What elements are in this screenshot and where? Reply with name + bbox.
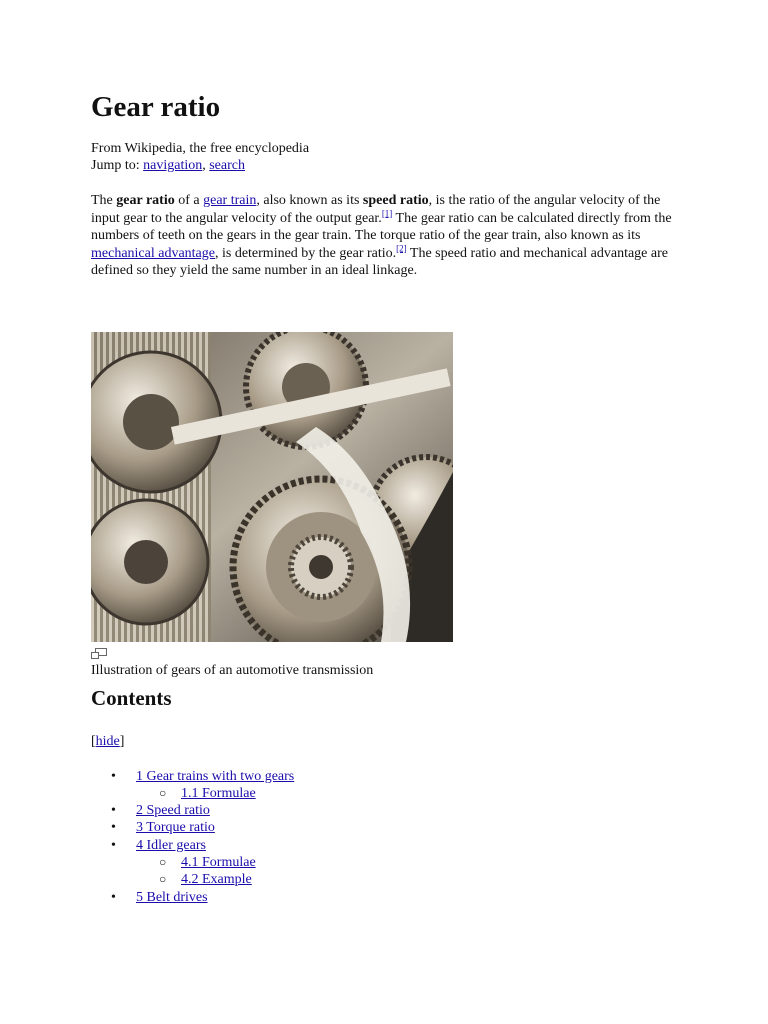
toc-subitem — [136, 785, 681, 802]
toc-link-belt-drives[interactable]: 5 Belt drives — [136, 889, 208, 905]
toc-link-speed-ratio[interactable]: 2 Speed ratio — [136, 803, 210, 819]
gear-train-link[interactable]: gear train — [203, 193, 257, 208]
figure-caption: Illustration of gears of an automotive transmission — [91, 662, 374, 678]
jump-to: Jump to: navigation, search — [91, 158, 245, 173]
article — [91, 90, 681, 906]
intro-paragraph: The gear ratio of a gear train, also known as its speed ratio, is the ratio of the angular velocity of the input gear to the angular velocity of the output gear.[1] The gear ratio can be calculated directly from the numbers of teeth on the gears in the gear train. The torque ratio of the gear train, also known as its mechanical advantage, is determined by the gear ratio.[2] The speed ratio and mechanical advantage are defined so they yield the same number in an ideal linkage. — [91, 193, 672, 278]
term-gear-ratio: gear ratio — [116, 193, 175, 208]
term-speed-ratio: speed ratio — [362, 193, 429, 208]
search-link[interactable]: search — [209, 158, 245, 173]
toc-item — [91, 768, 681, 803]
figure — [91, 332, 681, 679]
toc-link-torque-ratio[interactable]: 3 Torque ratio — [136, 820, 215, 836]
contents-heading: Contents — [91, 685, 172, 710]
toc-subitem — [136, 871, 681, 888]
page-title: Gear ratio — [91, 91, 221, 123]
toc-item — [91, 802, 681, 819]
toc-link-gear-trains[interactable]: 1 Gear trains with two gears — [136, 768, 295, 784]
toc-item — [91, 819, 681, 836]
hide-toc-link[interactable]: hide — [95, 733, 120, 749]
toc-link-formulae-4[interactable]: 4.1 Formulae — [181, 854, 256, 870]
table-of-contents — [91, 768, 681, 906]
article-header — [91, 140, 681, 174]
mechanical-advantage-link[interactable]: mechanical advantage — [91, 245, 215, 261]
toc-link-example[interactable]: 4.2 Example — [181, 872, 252, 888]
toc-item — [91, 837, 681, 889]
source-note: From Wikipedia, the free encyclopedia — [91, 141, 310, 156]
toc-link-idler-gears[interactable]: 4 Idler gears — [136, 837, 206, 853]
enlarge-icon[interactable] — [91, 648, 107, 659]
reference-2-link[interactable]: [2] — [396, 242, 407, 253]
toc-item — [91, 889, 681, 906]
navigation-link[interactable]: navigation — [143, 158, 203, 173]
jump-to-label: Jump to: — [91, 158, 140, 173]
gears-image[interactable] — [91, 332, 453, 642]
toc-toggle: [hide] — [91, 733, 125, 749]
toc-subitem — [136, 854, 681, 871]
reference-1-link[interactable]: [1] — [381, 207, 393, 218]
toc-link-formulae-1[interactable]: 1.1 Formulae — [181, 785, 256, 801]
